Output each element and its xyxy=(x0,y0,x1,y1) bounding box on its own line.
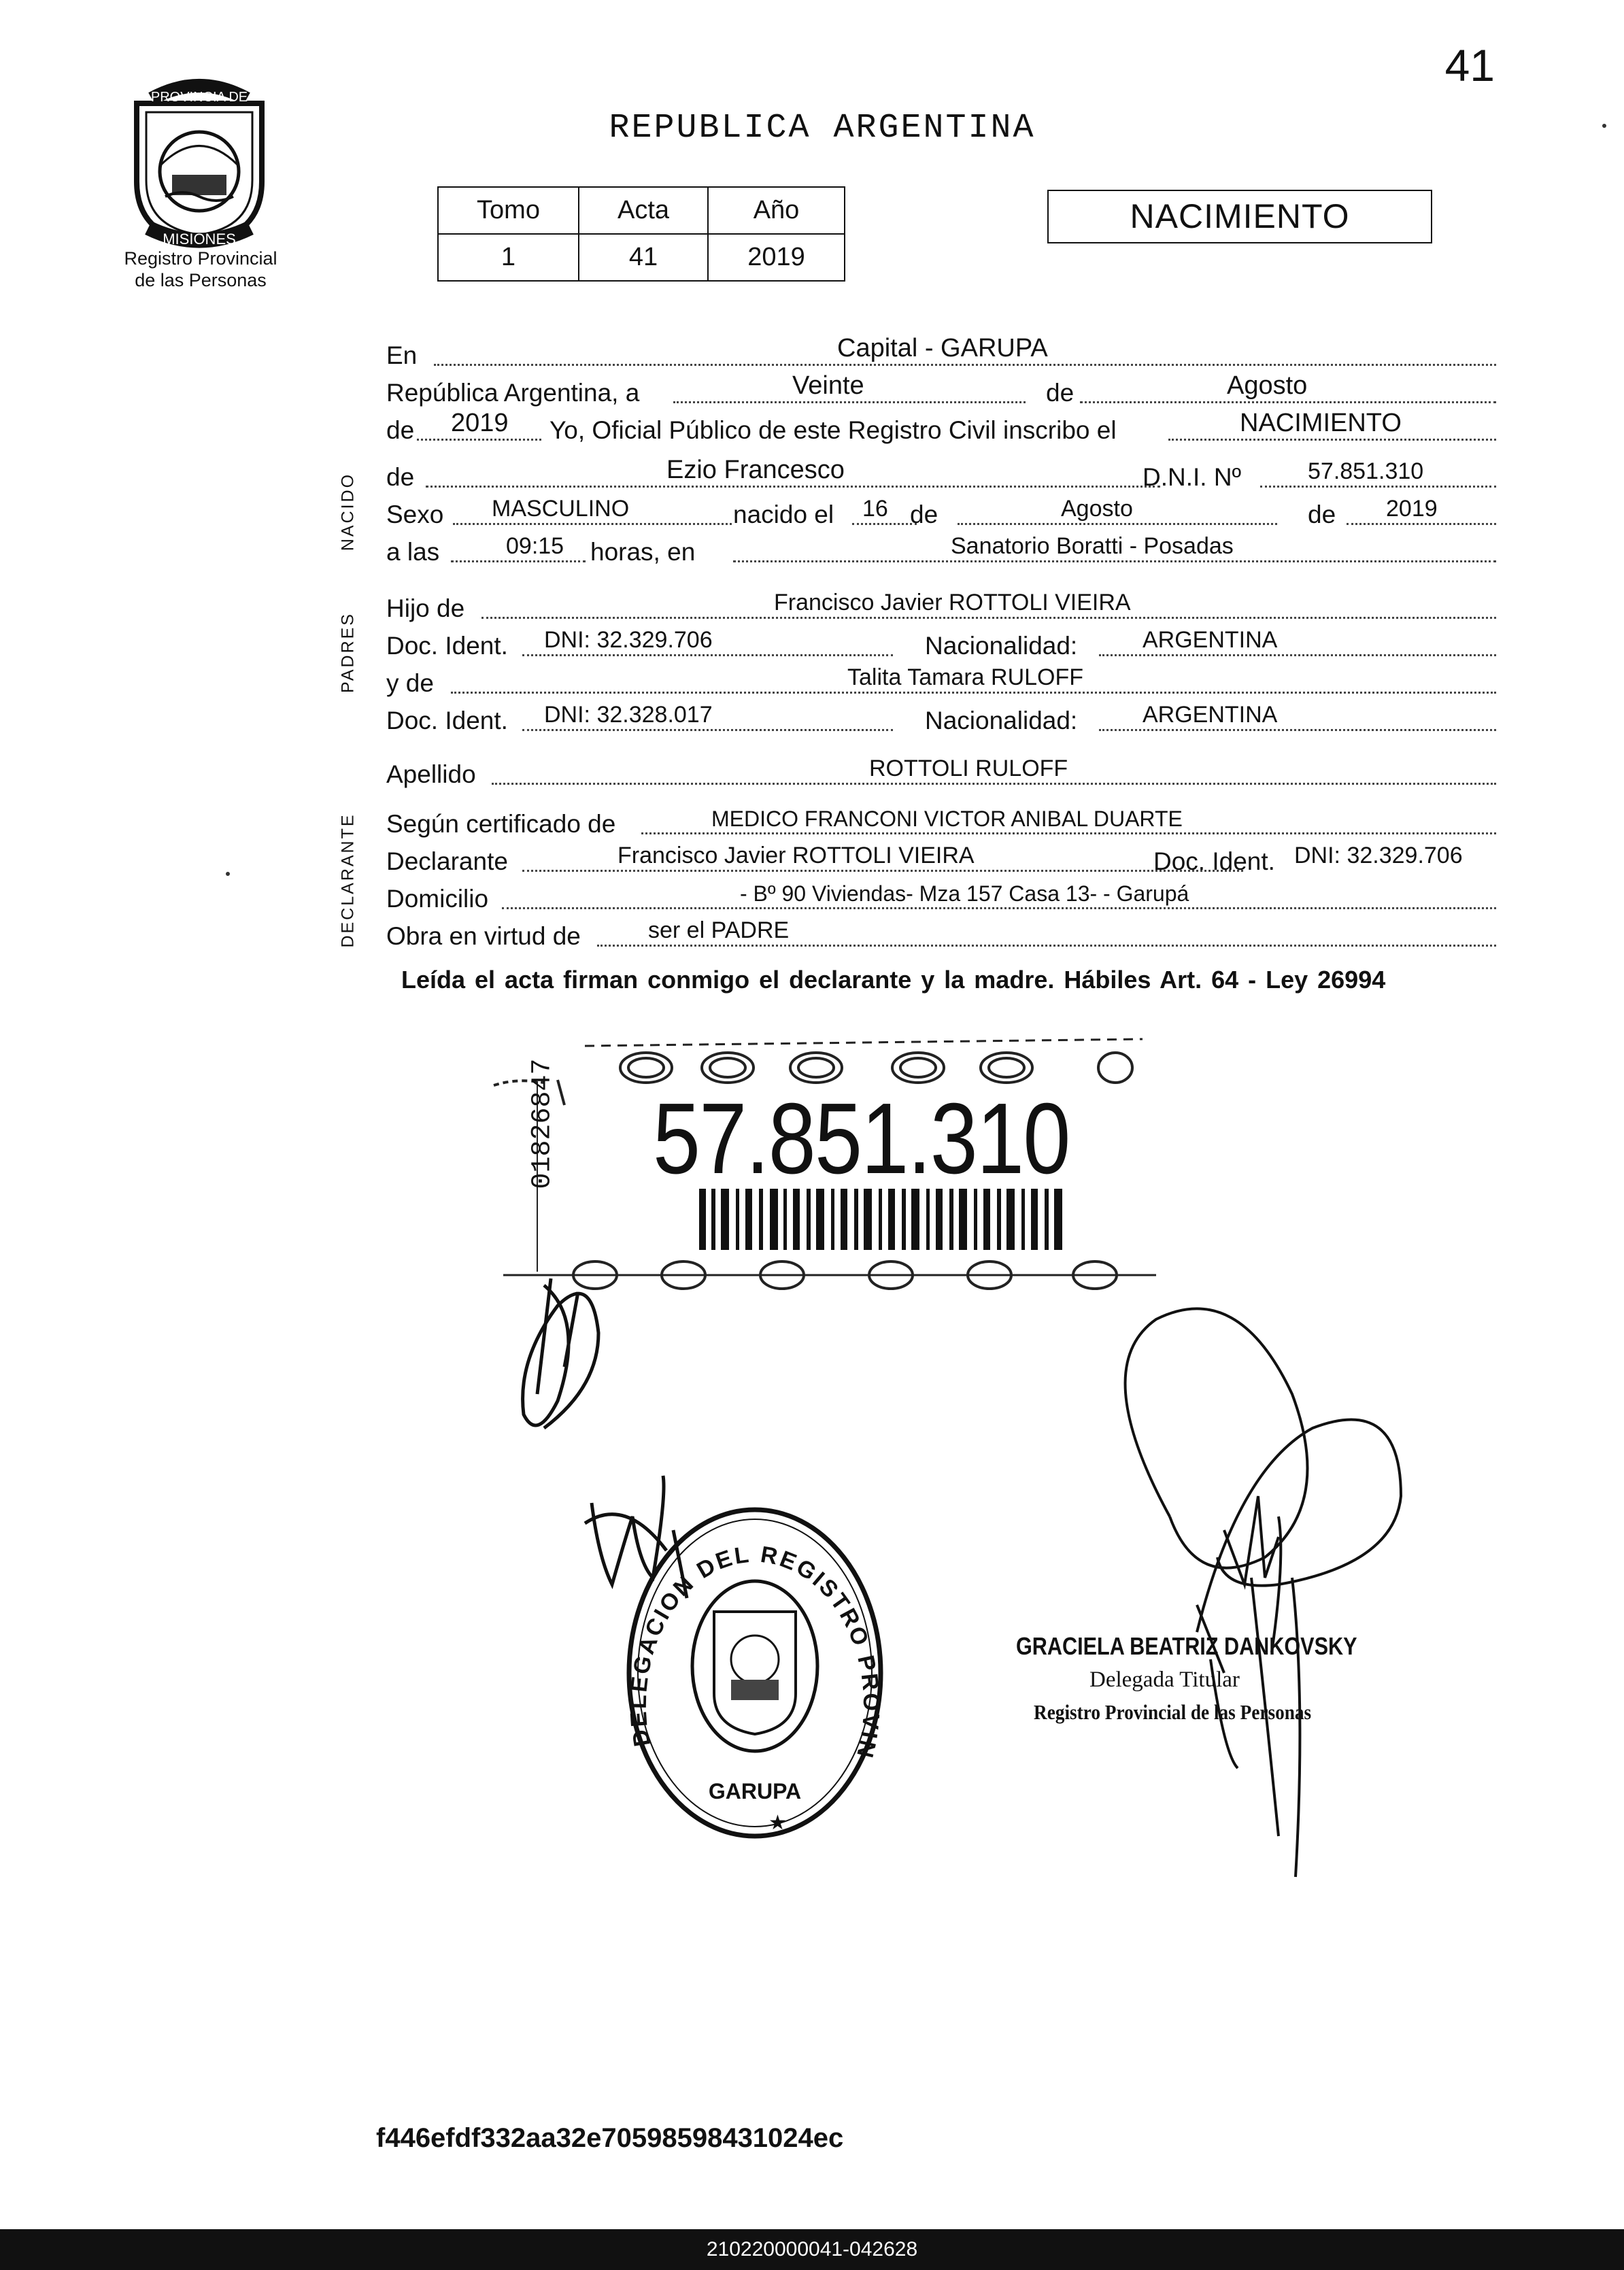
official-office: Registro Provincial de las Personas xyxy=(1034,1700,1312,1724)
header-tomo: Tomo xyxy=(438,187,579,234)
line-mother xyxy=(386,658,1496,698)
line-address xyxy=(386,874,1496,913)
label-dni: D.N.I. Nº xyxy=(1143,463,1242,491)
registry-caption-line-2: de las Personas xyxy=(135,270,267,290)
registry-stamp xyxy=(626,1510,884,1836)
label-side-number: 01826847 xyxy=(527,1058,558,1189)
value-acta: 41 xyxy=(579,234,708,281)
value-address: - Bº 90 Viviendas- Mza 157 Casa 13- - Garupá xyxy=(740,881,1189,906)
line-father-doc xyxy=(386,621,1496,660)
value-father-name: Francisco Javier ROTTOLI VIEIRA xyxy=(774,590,1131,615)
value-mother-nationality: ARGENTINA xyxy=(1143,702,1278,728)
line-mother-doc xyxy=(386,696,1496,735)
value-father-doc: DNI: 32.329.706 xyxy=(544,627,713,653)
label-oficial: Yo, Oficial Público de este Registro Civil inscribo el xyxy=(549,416,1117,444)
value-capacity: ser el PADRE xyxy=(648,917,790,943)
line-sex-birthdate xyxy=(386,490,1496,529)
registry-reference-table xyxy=(437,186,845,282)
section-label-parents: PADRES xyxy=(338,612,358,693)
label-declarant-doc: Doc. Ident. xyxy=(1153,847,1275,875)
crest-bottom-text: MISIONES xyxy=(163,231,236,248)
barcode xyxy=(699,1189,1062,1250)
registry-caption xyxy=(102,248,299,291)
label-a-las: a las xyxy=(386,538,440,566)
label-de-year: de xyxy=(386,416,415,444)
value-child-name: Ezio Francesco xyxy=(666,456,845,484)
page-number: 41 xyxy=(1444,40,1495,90)
value-record-type: NACIMIENTO xyxy=(1240,409,1402,437)
record-type-box: NACIMIENTO xyxy=(1047,190,1432,243)
section-label-born: NACIDO xyxy=(338,472,358,552)
line-declarant xyxy=(386,836,1496,876)
value-father-nationality: ARGENTINA xyxy=(1143,627,1278,653)
value-sex: MASCULINO xyxy=(492,496,630,522)
label-horas-en: horas, en xyxy=(590,538,696,566)
label-en: En xyxy=(386,341,418,369)
svg-text:★: ★ xyxy=(768,1812,787,1834)
registry-caption-line-1: Registro Provincial xyxy=(124,248,277,269)
value-year-text: 2019 xyxy=(451,409,509,437)
value-declarant-doc: DNI: 32.329.706 xyxy=(1294,843,1463,868)
line-time-place xyxy=(386,527,1496,566)
scan-dot xyxy=(226,872,230,876)
crest-top-text: PROVINCIA DE xyxy=(150,90,248,105)
line-name xyxy=(386,452,1496,492)
label-sexo: Sexo xyxy=(386,501,444,528)
line-date xyxy=(386,368,1496,407)
stamp-bottom-text: GARUPA xyxy=(708,1779,802,1803)
line-year xyxy=(386,405,1496,445)
label-certificado: Según certificado de xyxy=(386,810,616,838)
label-de: de xyxy=(1046,379,1075,407)
value-tomo: 1 xyxy=(438,234,579,281)
section-label-declarant: DECLARANTE xyxy=(338,813,358,948)
value-mother-doc: DNI: 32.328.017 xyxy=(544,702,713,728)
header-anio: Año xyxy=(708,187,845,234)
value-mother-name: Talita Tamara RULOFF xyxy=(847,664,1084,690)
value-birth-day: 16 xyxy=(862,496,888,522)
value-surname: ROTTOLI RULOFF xyxy=(869,756,1068,781)
official-role: Delegada Titular xyxy=(1089,1667,1240,1692)
label-hijo-de: Hijo de xyxy=(386,594,465,622)
label-republica: República Argentina, a xyxy=(386,379,640,407)
value-child-dni: 57.851.310 xyxy=(1308,458,1424,484)
document-hash: f446efdf332aa32e70598598431024ec xyxy=(376,2123,844,2153)
value-month-text: Agosto xyxy=(1227,371,1308,400)
label-nacionalidad: Nacionalidad: xyxy=(925,632,1078,660)
line-father xyxy=(386,583,1496,623)
table-header-row xyxy=(438,187,845,234)
label-de-month: de xyxy=(910,501,938,528)
line-surname xyxy=(386,749,1496,789)
label-de-year2: de xyxy=(1308,501,1336,528)
label-nacionalidad: Nacionalidad: xyxy=(925,707,1078,734)
value-place: Capital - GARUPA xyxy=(837,334,1048,362)
label-y-de: y de xyxy=(386,669,434,697)
value-birth-place: Sanatorio Boratti - Posadas xyxy=(951,533,1234,559)
value-birth-month: Agosto xyxy=(1061,496,1133,522)
table-row xyxy=(438,234,845,281)
declarant-signature xyxy=(523,1278,598,1428)
header-acta: Acta xyxy=(579,187,708,234)
value-declarant-name: Francisco Javier ROTTOLI VIEIRA xyxy=(618,843,975,868)
closing-statement: Leída el acta firman conmigo el declarante y la madre. Hábiles Art. 64 - Ley 26994 xyxy=(401,966,1386,994)
line-certificate xyxy=(386,799,1496,838)
label-declarante: Declarante xyxy=(386,847,508,875)
value-anio: 2019 xyxy=(708,234,845,281)
footer-code: 210220000041-042628 xyxy=(0,2229,1624,2270)
line-place xyxy=(386,331,1496,370)
label-apellido: Apellido xyxy=(386,760,476,788)
label-doc-ident: Doc. Ident. xyxy=(386,707,508,734)
label-obra: Obra en virtud de xyxy=(386,922,581,950)
official-name: GRACIELA BEATRIZ DANKOVSKY xyxy=(1016,1632,1357,1660)
stamp-ring-text: DELEGACION DEL REGISTRO PROVINCIAL DE LAS PERSONAS xyxy=(625,1541,885,1762)
label-domicilio: Domicilio xyxy=(386,885,489,913)
label-doc-ident: Doc. Ident. xyxy=(386,632,508,660)
official-signature xyxy=(1126,1308,1401,1877)
label-dni-number: 57.851.310 xyxy=(653,1083,1070,1195)
country-title: REPUBLICA ARGENTINA xyxy=(609,109,1036,148)
value-birth-year: 2019 xyxy=(1386,496,1438,522)
value-birth-time: 09:15 xyxy=(506,533,564,559)
label-de-name: de xyxy=(386,463,415,491)
value-certificate: MEDICO FRANCONI VICTOR ANIBAL DUARTE xyxy=(711,807,1183,831)
label-nacido: nacido el xyxy=(733,501,834,528)
line-capacity xyxy=(386,911,1496,951)
value-day-text: Veinte xyxy=(792,371,864,400)
